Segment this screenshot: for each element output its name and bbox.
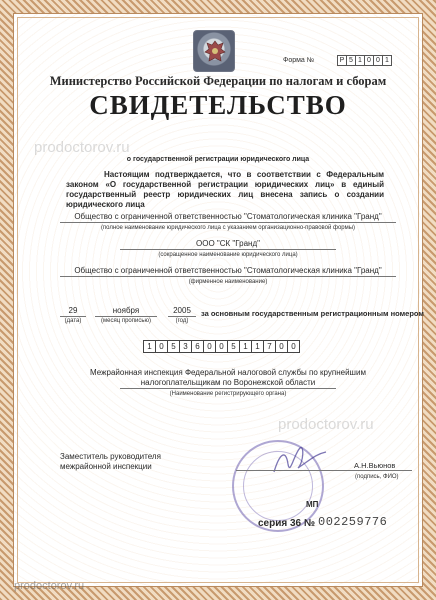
ogrn-digit: 1 (143, 340, 156, 353)
date-month-caption: (месяц прописью) (101, 318, 151, 324)
form-code-cell: 0 (373, 55, 383, 66)
form-code-cell: Р (337, 55, 347, 66)
watermark: prodoctorov.ru (278, 416, 374, 433)
signer-name: А.Н.Вьюнов (354, 461, 396, 470)
certification-text: Настоящим подтверждается, что в соответствии с Федеральным законом «О государственной регистрации юридических лиц» в единый государственный реестр юридических лиц внесена запись о создании юридического лица (66, 170, 384, 209)
ogrn-digit: 0 (203, 340, 216, 353)
date-year: 2005 (168, 306, 196, 317)
watermark: prodoctorov.ru (34, 139, 130, 156)
form-code-cell: 0 (364, 55, 374, 66)
ogrn-digit: 1 (251, 340, 264, 353)
date-day: 29 (60, 306, 86, 317)
full-name-field: Общество с ограниченной ответственностью "Стоматологическая клиника "Гранд" (60, 211, 396, 223)
seal-place-label: МП (306, 500, 319, 509)
ogrn-digit: 5 (167, 340, 180, 353)
coat-of-arms-hologram-icon (193, 30, 235, 72)
ogrn-digit: 0 (287, 340, 300, 353)
ogrn-digit: 6 (191, 340, 204, 353)
deputy-line-1: Заместитель руководителя (60, 452, 161, 461)
ogrn-digit: 1 (239, 340, 252, 353)
series-label: серия 36 № (258, 518, 316, 529)
ogrn-digit: 0 (275, 340, 288, 353)
deputy-line-2: межрайонной инспекции (60, 462, 152, 471)
registration-number-label: за основным государственным регистрационным номером (201, 309, 424, 318)
registering-authority-caption: (Наименование регистрирующего органа) (169, 391, 287, 397)
handwritten-signature (270, 442, 330, 482)
date-day-caption: (дата) (64, 318, 82, 324)
ogrn-digit: 0 (155, 340, 168, 353)
short-name-field: ООО "СК "Гранд" (120, 238, 336, 250)
ogrn-digit: 5 (227, 340, 240, 353)
signature-line (236, 470, 412, 471)
form-code-cell: 5 (346, 55, 356, 66)
ogrn-digit: 3 (179, 340, 192, 353)
form-code (337, 55, 391, 66)
document-subtitle: о государственной регистрации юридического лица (126, 156, 310, 163)
registering-authority: Межрайонная инспекция Федеральной налоговой службы по крупнейшим налогоплательщикам по Воронежской области (90, 368, 366, 387)
form-code-cell: 1 (382, 55, 392, 66)
date-year-caption: (год) (175, 318, 189, 324)
full-name-caption: (полное наименование юридического лица с указанием организационно-правовой формы) (100, 225, 356, 231)
signature-caption: (подпись, ФИО) (355, 474, 399, 480)
ministry-name: Министерство Российской Федерации по налогам и сборам (49, 74, 387, 88)
short-name-caption: (сокращенное наименование юридического лица) (158, 252, 298, 258)
ogrn-digit: 0 (215, 340, 228, 353)
form-code-cell: 1 (355, 55, 365, 66)
serial-number: 002259776 (318, 515, 388, 529)
brand-name-field: Общество с ограниченной ответственностью "Стоматологическая клиника "Гранд" (60, 265, 396, 277)
deputy-title (60, 452, 161, 472)
registering-authority-line (120, 388, 336, 389)
form-label: Форма № (283, 57, 315, 64)
date-month: ноября (95, 306, 157, 317)
document-title: СВИДЕТЕЛЬСТВО (89, 90, 347, 120)
ogrn-number (143, 340, 299, 353)
brand-name-caption: (фирменное наименование) (188, 279, 268, 285)
watermark: prodoctorov.ru (14, 580, 85, 592)
ogrn-digit: 7 (263, 340, 276, 353)
